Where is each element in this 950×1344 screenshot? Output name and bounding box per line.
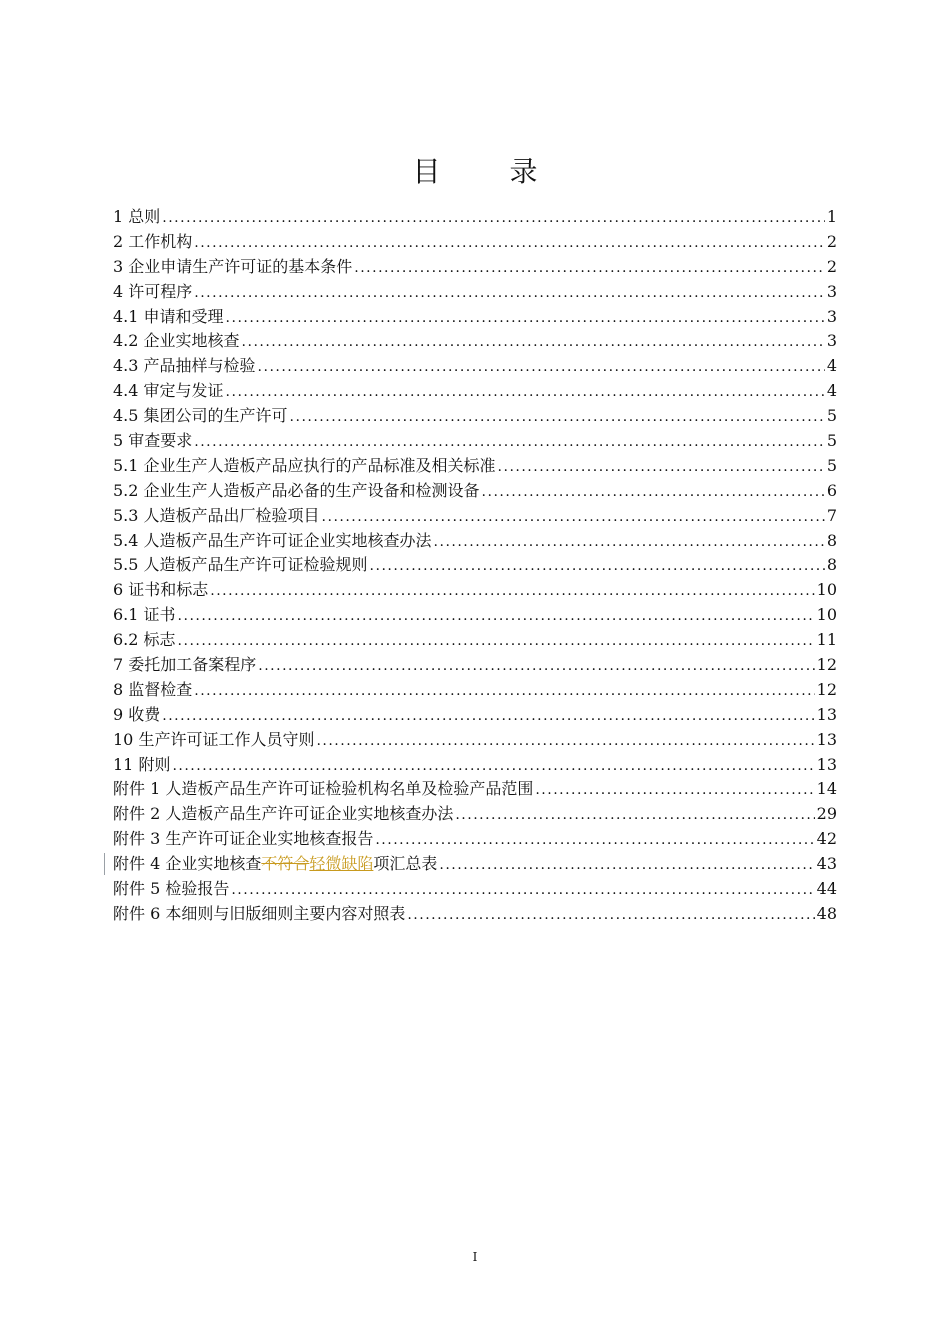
toc-page-number: 1 [826, 207, 837, 226]
toc-page-number: 13 [816, 704, 837, 724]
toc-leader-dots [194, 231, 825, 255]
toc-entry-label: 4.5 集团公司的生产许可 [113, 406, 288, 426]
toc-entry-label: 附件 6 本细则与旧版细则主要内容对照表 [113, 903, 406, 923]
toc-leader-dots [172, 754, 814, 778]
toc-page-number: 13 [816, 754, 837, 774]
toc-leader-dots [322, 505, 825, 529]
toc-entry-appendix-5[interactable] [113, 877, 837, 902]
toc-entry-5-3[interactable] [113, 504, 837, 529]
tracked-deletion: 不符合 [261, 854, 310, 874]
toc-leader-dots [194, 281, 825, 305]
toc-page-number: 29 [816, 804, 837, 824]
toc-page-number: 3 [826, 281, 837, 301]
toc-page-number: 6 [826, 480, 837, 500]
toc-page-number: 43 [816, 854, 837, 874]
toc-entry-3[interactable] [113, 255, 837, 280]
toc-entry-5-2[interactable] [113, 479, 837, 504]
toc-page-number: 8 [826, 530, 837, 550]
toc-page-number: 12 [816, 679, 837, 699]
toc-page-number: 8 [826, 555, 837, 575]
toc-entry-8[interactable] [113, 678, 837, 703]
toc-leader-dots [210, 579, 814, 603]
toc-page-number: 42 [816, 829, 837, 849]
toc-page-number: 48 [816, 903, 837, 923]
toc-entry-label: 8 监督检查 [113, 679, 193, 699]
toc-entry-label: 4 许可程序 [113, 281, 193, 301]
toc-leader-dots [242, 330, 825, 354]
toc-leader-dots [407, 903, 814, 927]
toc-leader-dots [178, 604, 815, 628]
toc-entry-label: 6.2 标志 [113, 630, 176, 650]
toc-page-number: 3 [826, 331, 837, 351]
toc-entry-2[interactable] [113, 230, 837, 255]
toc-leader-dots [455, 803, 814, 827]
toc-entry-6-1[interactable] [113, 603, 837, 628]
toc-entry-5-5[interactable] [113, 553, 837, 578]
toc-leader-dots [226, 380, 825, 404]
toc-entry-1[interactable] [113, 205, 837, 230]
toc-entry-label-suffix: 项汇总表 [373, 854, 438, 874]
toc-entry-label: 4.1 申请和受理 [113, 306, 224, 326]
toc-entry-4-5[interactable] [113, 404, 837, 429]
tracked-insertion: 轻微缺陷 [309, 854, 374, 874]
toc-entry-5-4[interactable] [113, 529, 837, 554]
toc-page-number: 4 [826, 381, 837, 401]
page-number: I [472, 1250, 478, 1264]
toc-leader-dots [194, 679, 814, 703]
toc-entry-label: 2 工作机构 [113, 231, 193, 251]
toc-entry-5[interactable] [113, 429, 837, 454]
toc-entry-4-1[interactable] [113, 305, 837, 330]
toc-leader-dots [178, 629, 815, 653]
toc-page-number: 5 [826, 406, 837, 426]
toc-leader-dots [535, 778, 814, 802]
toc-entry-label: 11 附则 [113, 754, 171, 774]
toc-leader-dots [434, 530, 825, 554]
toc-leader-dots [258, 654, 814, 678]
toc-entry-5-1[interactable] [113, 454, 837, 479]
toc-entry-7[interactable] [113, 653, 837, 678]
toc-leader-dots [162, 704, 814, 728]
toc-leader-dots [375, 828, 814, 852]
toc-leader-dots [482, 480, 825, 504]
toc-entry-label: 5.5 人造板产品生产许可证检验规则 [113, 555, 368, 575]
toc-entry-10[interactable] [113, 728, 837, 753]
toc-entry-label: 1 总则 [113, 207, 161, 226]
toc-entry-label: 附件 2 人造板产品生产许可证企业实地核查办法 [113, 804, 454, 824]
toc-entry-appendix-2[interactable] [113, 802, 837, 827]
toc-entry-label: 4.3 产品抽样与检验 [113, 356, 256, 376]
toc-leader-dots [258, 355, 825, 379]
toc-entry-6[interactable] [113, 578, 837, 603]
toc-entry-label: 4.4 审定与发证 [113, 381, 224, 401]
toc-entry-4[interactable] [113, 280, 837, 305]
toc-page-number: 10 [816, 605, 837, 625]
toc-page-number: 5 [826, 455, 837, 475]
toc-leader-dots [316, 729, 814, 753]
toc-entry-label: 6 证书和标志 [113, 580, 209, 600]
toc-entry-label: 附件 5 检验报告 [113, 879, 230, 899]
toc-page-number: 11 [816, 630, 837, 650]
toc-page-number: 7 [826, 505, 837, 525]
toc-leader-dots [354, 256, 825, 280]
toc-page-number: 13 [816, 729, 837, 749]
toc-entry-appendix-1[interactable] [113, 777, 837, 802]
toc-entry-label: 附件 3 生产许可证企业实地核查报告 [113, 829, 374, 849]
toc-page-number: 5 [826, 431, 837, 451]
toc-page-number: 4 [826, 356, 837, 376]
toc-entry-appendix-4[interactable] [113, 852, 837, 877]
toc-entry-4-4[interactable] [113, 379, 837, 404]
toc-leader-dots [226, 306, 825, 330]
toc-entry-label: 9 收费 [113, 704, 161, 724]
toc-entry-9[interactable] [113, 703, 837, 728]
toc-entry-label: 6.1 证书 [113, 605, 176, 625]
toc-entry-label: 5.2 企业生产人造板产品必备的生产设备和检测设备 [113, 480, 480, 500]
toc-entry-label: 4.2 企业实地核查 [113, 331, 240, 351]
toc-page-number: 3 [826, 306, 837, 326]
toc-leader-dots [290, 405, 825, 429]
toc-entry-label: 3 企业申请生产许可证的基本条件 [113, 256, 353, 276]
toc-entry-appendix-6[interactable] [113, 902, 837, 927]
toc-entry-label: 5.4 人造板产品生产许可证企业实地核查办法 [113, 530, 432, 550]
toc-page-number: 12 [816, 655, 837, 675]
toc-leader-dots [370, 554, 825, 578]
toc-entry-label: 7 委托加工备案程序 [113, 655, 257, 675]
toc-entry-label-prefix: 附件 4 企业实地核查 [113, 854, 262, 874]
toc-entry-label [113, 852, 437, 877]
toc-entry-label: 10 生产许可证工作人员守则 [113, 729, 315, 749]
page-title: 目 录 [412, 155, 568, 188]
toc-entry-11[interactable] [113, 753, 837, 778]
toc-entry-label: 5 审查要求 [113, 431, 193, 451]
toc-leader-dots [231, 878, 814, 902]
table-of-contents [113, 205, 837, 927]
toc-entry-label: 附件 1 人造板产品生产许可证检验机构名单及检验产品范围 [113, 779, 534, 799]
toc-page-number: 14 [816, 779, 837, 799]
toc-leader-dots [194, 430, 825, 454]
toc-page-number: 44 [816, 879, 837, 899]
toc-page-number: 2 [826, 256, 837, 276]
toc-leader-dots [498, 455, 825, 479]
toc-leader-dots [162, 206, 825, 230]
toc-entry-appendix-3[interactable] [113, 827, 837, 852]
toc-entry-4-3[interactable] [113, 354, 837, 379]
toc-entry-label: 5.1 企业生产人造板产品应执行的产品标准及相关标准 [113, 455, 496, 475]
toc-leader-dots [439, 853, 814, 877]
toc-entry-label: 5.3 人造板产品出厂检验项目 [113, 505, 320, 525]
toc-page-number: 10 [816, 580, 837, 600]
toc-entry-4-2[interactable] [113, 329, 837, 354]
toc-page-number: 2 [826, 231, 837, 251]
toc-entry-6-2[interactable] [113, 628, 837, 653]
revision-change-bar [104, 853, 105, 875]
